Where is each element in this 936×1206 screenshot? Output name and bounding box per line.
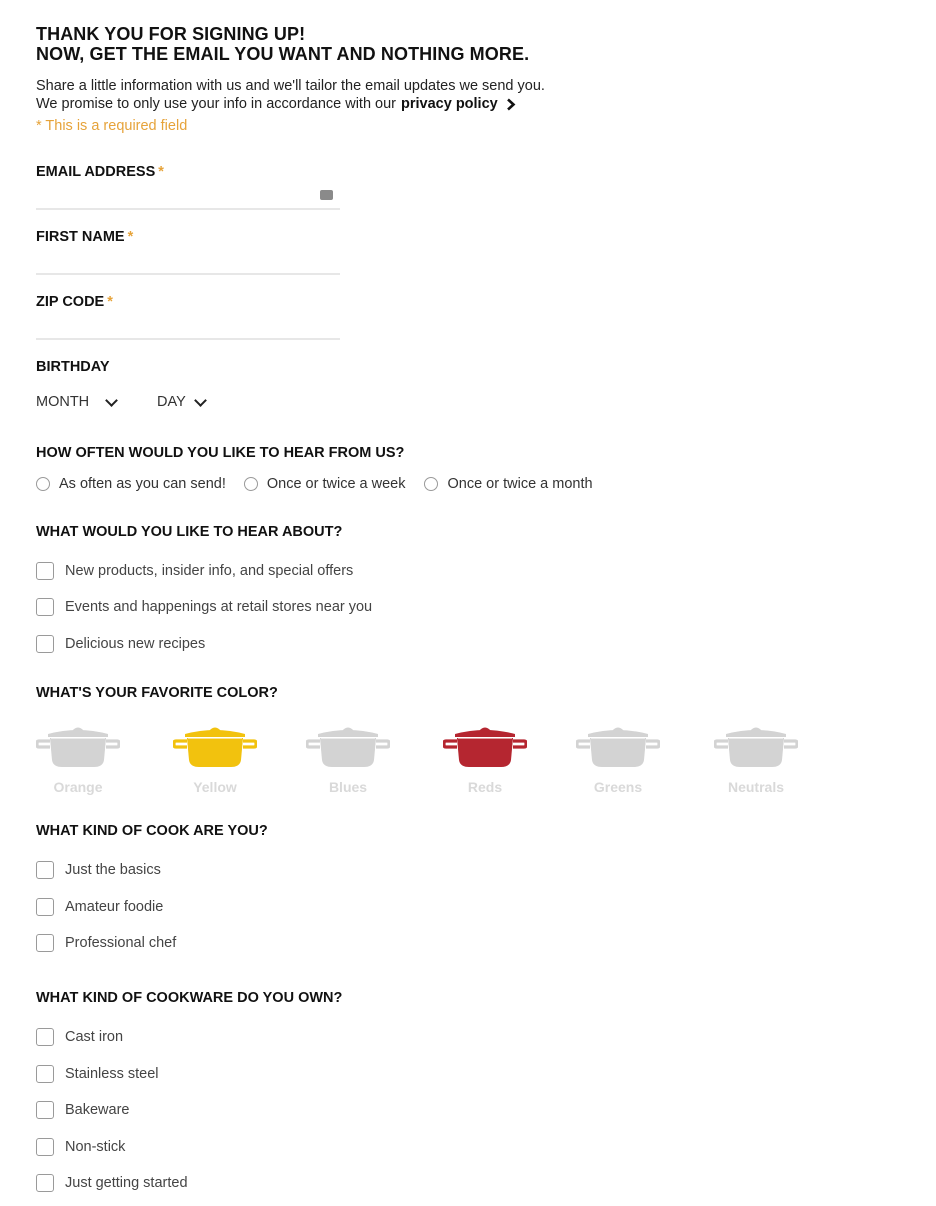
checkbox-option[interactable] xyxy=(36,898,163,916)
color-swatch-label: Blues xyxy=(328,779,368,795)
intro-text-2 xyxy=(36,96,517,112)
dutch-oven-icon xyxy=(576,722,660,770)
checkbox[interactable] xyxy=(36,1138,54,1156)
radio-label: As often as you can send! xyxy=(59,476,226,492)
first-name-field[interactable] xyxy=(36,251,316,271)
required-star: * xyxy=(127,229,134,245)
privacy-policy-link[interactable] xyxy=(401,96,517,112)
color-swatch-reds[interactable] xyxy=(442,722,528,795)
checkbox[interactable] xyxy=(36,562,54,580)
zip-code-field-underline xyxy=(36,338,340,340)
frequency-question: HOW OFTEN WOULD YOU LIKE TO HEAR FROM US? xyxy=(36,445,405,461)
checkbox[interactable] xyxy=(36,1065,54,1083)
chevron-right-icon xyxy=(505,98,517,111)
checkbox[interactable] xyxy=(36,861,54,879)
color-swatch-label: Yellow xyxy=(193,779,237,795)
checkbox-label: Just getting started xyxy=(65,1175,188,1191)
cook-question: WHAT KIND OF COOK ARE YOU? xyxy=(36,823,268,839)
checkbox[interactable] xyxy=(36,635,54,653)
checkbox-label: Bakeware xyxy=(65,1102,130,1118)
zip-code-field[interactable] xyxy=(36,316,316,336)
intro-text-1: Share a little information with us and we'll tailor the email updates we send you. xyxy=(36,78,545,94)
cookware-question: WHAT KIND OF COOKWARE DO YOU OWN? xyxy=(36,990,343,1006)
email-label xyxy=(36,164,164,180)
radio-label: Once or twice a month xyxy=(447,476,593,492)
checkbox-label: Stainless steel xyxy=(65,1066,159,1082)
checkbox-option[interactable] xyxy=(36,1138,125,1156)
chevron-down-icon xyxy=(105,394,118,407)
checkbox-label: Just the basics xyxy=(65,862,161,878)
color-swatch-orange[interactable] xyxy=(35,722,121,795)
checkbox-option[interactable] xyxy=(36,1174,188,1192)
autofill-icon[interactable] xyxy=(320,190,333,200)
checkbox[interactable] xyxy=(36,1174,54,1192)
checkbox[interactable] xyxy=(36,1101,54,1119)
month-select[interactable] xyxy=(36,394,116,410)
color-swatch-greens[interactable] xyxy=(575,722,661,795)
email-field-underline xyxy=(36,208,340,210)
checkbox-option[interactable] xyxy=(36,635,205,653)
email-field[interactable] xyxy=(36,186,316,206)
color-swatch-blues[interactable] xyxy=(305,722,391,795)
day-select[interactable] xyxy=(157,394,205,410)
page-subtitle: NOW, GET THE EMAIL YOU WANT AND NOTHING MORE. xyxy=(36,44,530,64)
first-name-label xyxy=(36,229,133,245)
radio-button[interactable] xyxy=(36,477,50,491)
checkbox-option[interactable] xyxy=(36,562,353,580)
first-name-field-underline xyxy=(36,273,340,275)
month-select-value: MONTH xyxy=(36,394,90,410)
color-swatch-neutrals[interactable] xyxy=(713,722,799,795)
radio-button[interactable] xyxy=(244,477,258,491)
required-field-note: * This is a required field xyxy=(36,118,188,134)
checkbox-label: Professional chef xyxy=(65,935,177,951)
zip-code-label-text: ZIP CODE xyxy=(36,294,105,310)
radio-option[interactable] xyxy=(36,476,226,492)
color-swatch-label: Greens xyxy=(593,779,643,795)
checkbox-label: Events and happenings at retail stores near you xyxy=(65,599,373,615)
radio-option[interactable] xyxy=(424,476,592,492)
color-swatch-label: Reds xyxy=(467,779,503,795)
page-title: THANK YOU FOR SIGNING UP! xyxy=(36,24,306,44)
radio-option[interactable] xyxy=(244,476,406,492)
checkbox-label: New products, insider info, and special offers xyxy=(65,563,354,579)
topics-question: WHAT WOULD YOU LIKE TO HEAR ABOUT? xyxy=(36,524,343,540)
checkbox-label: Amateur foodie xyxy=(65,899,164,915)
dutch-oven-icon xyxy=(306,722,390,770)
checkbox[interactable] xyxy=(36,898,54,916)
zip-code-label xyxy=(36,294,113,310)
first-name-label-text: FIRST NAME xyxy=(36,229,125,245)
day-select-value: DAY xyxy=(157,394,186,410)
checkbox-option[interactable] xyxy=(36,861,161,879)
checkbox-option[interactable] xyxy=(36,934,176,952)
dutch-oven-icon xyxy=(173,722,257,770)
radio-label: Once or twice a week xyxy=(266,476,406,492)
checkbox[interactable] xyxy=(36,934,54,952)
checkbox-option[interactable] xyxy=(36,1101,129,1119)
checkbox[interactable] xyxy=(36,1028,54,1046)
email-label-text: EMAIL ADDRESS xyxy=(36,164,156,180)
chevron-down-icon xyxy=(194,394,207,407)
required-star: * xyxy=(158,164,164,180)
dutch-oven-icon xyxy=(714,722,798,770)
frequency-options xyxy=(36,476,611,492)
checkbox-label: Delicious new recipes xyxy=(65,636,206,652)
checkbox-option[interactable] xyxy=(36,1028,123,1046)
required-star: * xyxy=(107,294,113,310)
intro-text-2-label: We promise to only use your info in accordance with our xyxy=(36,96,396,112)
radio-button[interactable] xyxy=(424,477,438,491)
checkbox-label: Cast iron xyxy=(65,1029,124,1045)
checkbox-option[interactable] xyxy=(36,1065,159,1083)
color-question: WHAT'S YOUR FAVORITE COLOR? xyxy=(36,685,278,701)
privacy-policy-label: privacy policy xyxy=(401,96,498,112)
dutch-oven-icon xyxy=(443,722,527,770)
checkbox-label: Non-stick xyxy=(65,1139,126,1155)
color-swatch-yellow[interactable] xyxy=(172,722,258,795)
birthday-label: BIRTHDAY xyxy=(36,359,110,375)
checkbox-option[interactable] xyxy=(36,598,372,616)
color-swatch-label: Neutrals xyxy=(727,779,785,795)
color-swatch-label: Orange xyxy=(53,779,103,795)
checkbox[interactable] xyxy=(36,598,54,616)
dutch-oven-icon xyxy=(36,722,120,770)
